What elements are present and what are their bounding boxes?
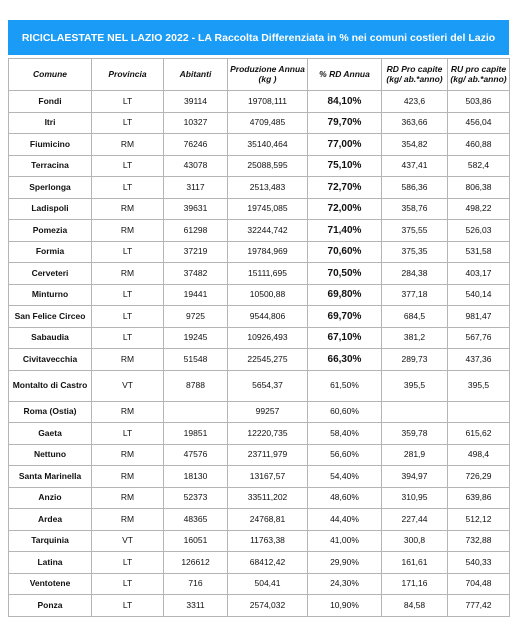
results-table xyxy=(8,58,510,617)
cell-provincia: LT xyxy=(92,177,164,199)
table-body xyxy=(9,91,510,617)
table-row xyxy=(9,552,510,574)
cell-rd-percent: 69,80% xyxy=(308,284,382,306)
cell-rd-pro-capite: 377,18 xyxy=(382,284,448,306)
cell-comune: Sabaudia xyxy=(9,327,92,349)
cell-abitanti: 19851 xyxy=(164,423,228,445)
banner-title: RICICLAESTATE NEL LAZIO 2022 - LA Raccolta Differenziata in % nei comuni costieri del Lazio xyxy=(21,31,496,44)
table-row xyxy=(9,220,510,242)
cell-provincia: LT xyxy=(92,595,164,617)
cell-abitanti: 126612 xyxy=(164,552,228,574)
table-row xyxy=(9,306,510,328)
cell-rd-percent: 70,50% xyxy=(308,263,382,285)
cell-produzione: 99257 xyxy=(228,401,308,423)
cell-provincia: LT xyxy=(92,573,164,595)
cell-produzione: 22545,275 xyxy=(228,349,308,371)
cell-ru-pro-capite: 498,22 xyxy=(448,198,510,220)
cell-produzione: 2513,483 xyxy=(228,177,308,199)
cell-produzione: 25088,595 xyxy=(228,155,308,177)
cell-comune: Civitavecchia xyxy=(9,349,92,371)
cell-ru-pro-capite: 732,88 xyxy=(448,530,510,552)
cell-produzione: 19784,969 xyxy=(228,241,308,263)
cell-comune: Gaeta xyxy=(9,423,92,445)
col-header-comune: Comune xyxy=(9,59,92,91)
cell-comune: Tarquinia xyxy=(9,530,92,552)
table-row xyxy=(9,284,510,306)
cell-comune: Ponza xyxy=(9,595,92,617)
cell-ru-pro-capite: 498,4 xyxy=(448,444,510,466)
cell-rd-pro-capite: 359,78 xyxy=(382,423,448,445)
cell-rd-pro-capite xyxy=(382,401,448,423)
cell-provincia: LT xyxy=(92,91,164,113)
cell-comune: Ventotene xyxy=(9,573,92,595)
cell-ru-pro-capite: 582,4 xyxy=(448,155,510,177)
cell-provincia: LT xyxy=(92,423,164,445)
cell-ru-pro-capite: 395,5 xyxy=(448,370,510,401)
cell-ru-pro-capite: 726,29 xyxy=(448,466,510,488)
table-row xyxy=(9,112,510,134)
cell-rd-pro-capite: 161,61 xyxy=(382,552,448,574)
cell-produzione: 24768,81 xyxy=(228,509,308,531)
cell-produzione: 504,41 xyxy=(228,573,308,595)
cell-abitanti: 47576 xyxy=(164,444,228,466)
col-header-ru-pro-capite: RU pro capite (kg/ ab.*anno) xyxy=(448,59,510,91)
cell-comune: Minturno xyxy=(9,284,92,306)
cell-produzione: 5654,37 xyxy=(228,370,308,401)
cell-abitanti: 37219 xyxy=(164,241,228,263)
cell-rd-percent: 29,90% xyxy=(308,552,382,574)
cell-abitanti: 10327 xyxy=(164,112,228,134)
cell-produzione: 11763,38 xyxy=(228,530,308,552)
cell-rd-percent: 72,00% xyxy=(308,198,382,220)
cell-provincia: LT xyxy=(92,327,164,349)
cell-ru-pro-capite: 503,86 xyxy=(448,91,510,113)
table-row xyxy=(9,177,510,199)
cell-produzione: 15111,695 xyxy=(228,263,308,285)
cell-produzione: 32244,742 xyxy=(228,220,308,242)
cell-rd-percent: 44,40% xyxy=(308,509,382,531)
cell-ru-pro-capite: 806,38 xyxy=(448,177,510,199)
cell-rd-pro-capite: 289,73 xyxy=(382,349,448,371)
cell-rd-pro-capite: 394,97 xyxy=(382,466,448,488)
cell-rd-percent: 67,10% xyxy=(308,327,382,349)
table-row xyxy=(9,155,510,177)
cell-produzione: 2574,032 xyxy=(228,595,308,617)
cell-rd-pro-capite: 284,38 xyxy=(382,263,448,285)
cell-rd-percent: 56,60% xyxy=(308,444,382,466)
cell-comune: Ladispoli xyxy=(9,198,92,220)
table-row xyxy=(9,370,510,401)
cell-provincia: RM xyxy=(92,263,164,285)
cell-rd-pro-capite: 84,58 xyxy=(382,595,448,617)
table-row xyxy=(9,509,510,531)
cell-produzione: 4709,485 xyxy=(228,112,308,134)
cell-produzione: 68412,42 xyxy=(228,552,308,574)
cell-provincia: VT xyxy=(92,370,164,401)
cell-comune: Nettuno xyxy=(9,444,92,466)
cell-abitanti: 3311 xyxy=(164,595,228,617)
cell-rd-pro-capite: 358,76 xyxy=(382,198,448,220)
cell-rd-pro-capite: 171,16 xyxy=(382,573,448,595)
cell-comune: Cerveteri xyxy=(9,263,92,285)
cell-provincia: RM xyxy=(92,349,164,371)
col-header-abitanti: Abitanti xyxy=(164,59,228,91)
cell-produzione: 33511,202 xyxy=(228,487,308,509)
table-row xyxy=(9,466,510,488)
table-row xyxy=(9,530,510,552)
cell-rd-percent: 69,70% xyxy=(308,306,382,328)
table-row xyxy=(9,487,510,509)
cell-abitanti: 48365 xyxy=(164,509,228,531)
cell-rd-percent: 66,30% xyxy=(308,349,382,371)
cell-provincia: LT xyxy=(92,552,164,574)
cell-comune: Santa Marinella xyxy=(9,466,92,488)
header-row xyxy=(9,59,510,91)
cell-comune: Formia xyxy=(9,241,92,263)
cell-provincia: RM xyxy=(92,487,164,509)
cell-ru-pro-capite: 512,12 xyxy=(448,509,510,531)
table-row xyxy=(9,595,510,617)
cell-ru-pro-capite: 639,86 xyxy=(448,487,510,509)
cell-abitanti: 716 xyxy=(164,573,228,595)
cell-rd-percent: 54,40% xyxy=(308,466,382,488)
cell-abitanti: 43078 xyxy=(164,155,228,177)
cell-ru-pro-capite: 981,47 xyxy=(448,306,510,328)
cell-produzione: 23711,979 xyxy=(228,444,308,466)
cell-abitanti: 52373 xyxy=(164,487,228,509)
cell-ru-pro-capite: 437,36 xyxy=(448,349,510,371)
cell-ru-pro-capite: 460,88 xyxy=(448,134,510,156)
cell-ru-pro-capite: 540,33 xyxy=(448,552,510,574)
cell-abitanti: 3117 xyxy=(164,177,228,199)
col-header-rd-pro-capite: RD Pro capite (kg/ ab.*anno) xyxy=(382,59,448,91)
cell-abitanti: 51548 xyxy=(164,349,228,371)
table-row xyxy=(9,241,510,263)
cell-ru-pro-capite: 540,14 xyxy=(448,284,510,306)
cell-comune: Anzio xyxy=(9,487,92,509)
table-row xyxy=(9,423,510,445)
cell-abitanti: 39114 xyxy=(164,91,228,113)
cell-abitanti: 76246 xyxy=(164,134,228,156)
cell-rd-percent: 72,70% xyxy=(308,177,382,199)
cell-abitanti: 9725 xyxy=(164,306,228,328)
cell-produzione: 35140,464 xyxy=(228,134,308,156)
cell-provincia: RM xyxy=(92,509,164,531)
cell-provincia: RM xyxy=(92,220,164,242)
cell-comune: Fiumicino xyxy=(9,134,92,156)
cell-abitanti: 8788 xyxy=(164,370,228,401)
cell-ru-pro-capite: 456,04 xyxy=(448,112,510,134)
cell-comune: Itri xyxy=(9,112,92,134)
cell-provincia: LT xyxy=(92,306,164,328)
cell-comune: Pomezia xyxy=(9,220,92,242)
cell-abitanti: 16051 xyxy=(164,530,228,552)
table-row xyxy=(9,327,510,349)
cell-rd-percent: 10,90% xyxy=(308,595,382,617)
cell-rd-percent: 58,40% xyxy=(308,423,382,445)
cell-provincia: LT xyxy=(92,155,164,177)
cell-rd-pro-capite: 363,66 xyxy=(382,112,448,134)
cell-rd-pro-capite: 586,36 xyxy=(382,177,448,199)
cell-abitanti: 61298 xyxy=(164,220,228,242)
cell-ru-pro-capite: 526,03 xyxy=(448,220,510,242)
title-banner xyxy=(8,20,509,55)
cell-ru-pro-capite: 531,58 xyxy=(448,241,510,263)
cell-produzione: 19708,111 xyxy=(228,91,308,113)
cell-rd-percent: 48,60% xyxy=(308,487,382,509)
cell-provincia: RM xyxy=(92,198,164,220)
table-row xyxy=(9,198,510,220)
cell-rd-pro-capite: 300,8 xyxy=(382,530,448,552)
cell-provincia: RM xyxy=(92,401,164,423)
cell-rd-pro-capite: 381,2 xyxy=(382,327,448,349)
cell-ru-pro-capite: 704,48 xyxy=(448,573,510,595)
cell-rd-percent: 79,70% xyxy=(308,112,382,134)
cell-abitanti: 19245 xyxy=(164,327,228,349)
cell-provincia: LT xyxy=(92,241,164,263)
cell-ru-pro-capite: 567,76 xyxy=(448,327,510,349)
cell-comune: Roma (Ostia) xyxy=(9,401,92,423)
cell-rd-percent: 77,00% xyxy=(308,134,382,156)
cell-provincia: RM xyxy=(92,444,164,466)
cell-rd-pro-capite: 437,41 xyxy=(382,155,448,177)
cell-rd-pro-capite: 684,5 xyxy=(382,306,448,328)
cell-rd-pro-capite: 375,35 xyxy=(382,241,448,263)
cell-rd-pro-capite: 423,6 xyxy=(382,91,448,113)
col-header-produzione: Produzione Annua (kg ) xyxy=(228,59,308,91)
cell-rd-percent: 41,00% xyxy=(308,530,382,552)
cell-rd-pro-capite: 375,55 xyxy=(382,220,448,242)
cell-provincia: LT xyxy=(92,112,164,134)
table-row xyxy=(9,573,510,595)
cell-produzione: 12220,735 xyxy=(228,423,308,445)
cell-produzione: 9544,806 xyxy=(228,306,308,328)
cell-ru-pro-capite: 777,42 xyxy=(448,595,510,617)
cell-rd-pro-capite: 281,9 xyxy=(382,444,448,466)
col-header-rd-percent: % RD Annua xyxy=(308,59,382,91)
cell-ru-pro-capite xyxy=(448,401,510,423)
cell-rd-pro-capite: 395,5 xyxy=(382,370,448,401)
cell-comune: San Felice Circeo xyxy=(9,306,92,328)
cell-produzione: 10500,88 xyxy=(228,284,308,306)
cell-rd-percent: 61,50% xyxy=(308,370,382,401)
cell-produzione: 13167,57 xyxy=(228,466,308,488)
table-row xyxy=(9,401,510,423)
table-row xyxy=(9,91,510,113)
cell-abitanti: 19441 xyxy=(164,284,228,306)
cell-abitanti xyxy=(164,401,228,423)
cell-abitanti: 37482 xyxy=(164,263,228,285)
cell-rd-percent: 75,10% xyxy=(308,155,382,177)
cell-abitanti: 18130 xyxy=(164,466,228,488)
cell-rd-percent: 71,40% xyxy=(308,220,382,242)
cell-abitanti: 39631 xyxy=(164,198,228,220)
cell-comune: Terracina xyxy=(9,155,92,177)
table-row xyxy=(9,134,510,156)
cell-rd-pro-capite: 310,95 xyxy=(382,487,448,509)
table-row xyxy=(9,263,510,285)
cell-provincia: LT xyxy=(92,284,164,306)
cell-rd-percent: 60,60% xyxy=(308,401,382,423)
table-row xyxy=(9,349,510,371)
cell-rd-pro-capite: 354,82 xyxy=(382,134,448,156)
col-header-provincia: Provincia xyxy=(92,59,164,91)
cell-comune: Sperlonga xyxy=(9,177,92,199)
cell-produzione: 10926,493 xyxy=(228,327,308,349)
cell-provincia: VT xyxy=(92,530,164,552)
cell-rd-percent: 84,10% xyxy=(308,91,382,113)
cell-ru-pro-capite: 403,17 xyxy=(448,263,510,285)
cell-comune: Latina xyxy=(9,552,92,574)
cell-comune: Ardea xyxy=(9,509,92,531)
cell-provincia: RM xyxy=(92,466,164,488)
table-row xyxy=(9,444,510,466)
cell-comune: Fondi xyxy=(9,91,92,113)
cell-provincia: RM xyxy=(92,134,164,156)
cell-rd-percent: 24,30% xyxy=(308,573,382,595)
cell-rd-percent: 70,60% xyxy=(308,241,382,263)
cell-rd-pro-capite: 227,44 xyxy=(382,509,448,531)
cell-ru-pro-capite: 615,62 xyxy=(448,423,510,445)
cell-comune: Montalto di Castro xyxy=(9,370,92,401)
cell-produzione: 19745,085 xyxy=(228,198,308,220)
